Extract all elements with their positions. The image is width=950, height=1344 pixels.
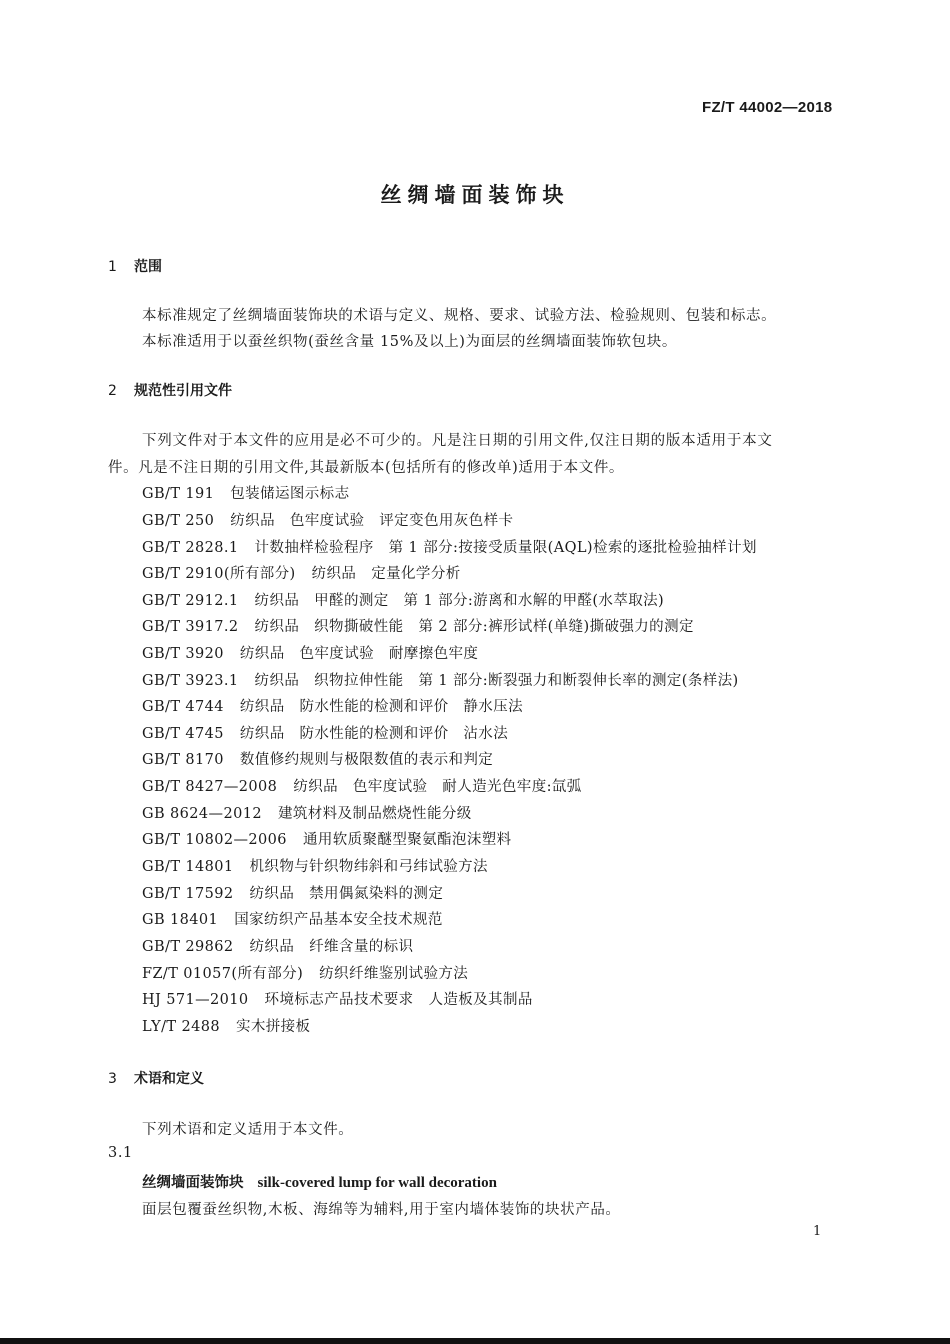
reference-item	[142, 802, 472, 823]
reference-title: 实木拼接板	[235, 1019, 311, 1035]
section-3-heading	[108, 1068, 204, 1088]
reference-title: 纺织品 织物拉伸性能 第 1 部分:断裂强力和断裂伸长率的测定(条样法)	[254, 673, 739, 689]
reference-item	[142, 1015, 310, 1036]
reference-code: GB/T 14801	[142, 859, 234, 875]
reference-code: GB/T 191	[142, 486, 215, 502]
reference-code: GB/T 2912.1	[142, 593, 239, 609]
reference-code: GB/T 3917.2	[142, 619, 239, 635]
reference-code: GB/T 10802—2006	[142, 832, 287, 848]
reference-item	[142, 722, 508, 743]
section-3-title: 术语和定义	[134, 1071, 204, 1087]
standard-code: FZ/T 44002—2018	[702, 99, 833, 116]
reference-item	[142, 482, 349, 503]
reference-code: GB/T 17592	[142, 886, 234, 902]
reference-title: 纺织品 定量化学分析	[311, 566, 461, 582]
term-definition: 面层包覆蚕丝织物,木板、海绵等为辅料,用于室内墙体装饰的块状产品。	[142, 1202, 621, 1218]
reference-title: 建筑材料及制品燃烧性能分级	[277, 806, 472, 822]
section-1-number: 1	[108, 259, 117, 275]
reference-code: FZ/T 01057(所有部分)	[142, 966, 304, 982]
reference-item	[142, 882, 443, 903]
section-3-number: 3	[108, 1071, 117, 1087]
reference-title: 纺织品 色牢度试验 耐摩擦色牢度	[239, 646, 479, 662]
reference-title: 纺织品 防水性能的检测和评价 静水压法	[239, 699, 524, 715]
section-1-para-2: 本标准适用于以蚕丝织物(蚕丝含量 15%及以上)为面层的丝绸墙面装饰软包块。	[142, 334, 677, 350]
reference-item	[142, 828, 512, 849]
reference-item	[142, 695, 523, 716]
reference-code: GB/T 2828.1	[142, 540, 239, 556]
reference-title: 国家纺织产品基本安全技术规范	[234, 912, 443, 928]
section-2-intro-line-1: 下列文件对于本文件的应用是必不可少的。凡是注日期的引用文件,仅注日期的版本适用于本文	[142, 433, 773, 449]
reference-title: 纺织纤维鉴别试验方法	[319, 966, 469, 982]
reference-code: GB/T 8427—2008	[142, 779, 278, 795]
reference-code: GB/T 250	[142, 513, 215, 529]
reference-item	[142, 562, 461, 583]
reference-title: 纺织品 色牢度试验 评定变色用灰色样卡	[230, 513, 514, 529]
reference-title: 纺织品 甲醛的测定 第 1 部分:游离和水解的甲醛(水萃取法)	[254, 593, 665, 609]
reference-code: GB/T 2910(所有部分)	[142, 566, 296, 582]
reference-title: 通用软质聚醚型聚氨酯泡沫塑料	[302, 832, 512, 848]
reference-item	[142, 642, 478, 663]
reference-item	[142, 536, 757, 557]
term-number: 3.1	[108, 1145, 133, 1161]
reference-title: 环境标志产品技术要求 人造板及其制品	[264, 992, 533, 1008]
reference-item	[142, 855, 488, 876]
reference-title: 纺织品 纤维含量的标识	[249, 939, 414, 955]
section-1-heading	[108, 256, 162, 276]
document-title: 丝绸墙面装饰块	[380, 183, 570, 207]
section-2-number: 2	[108, 383, 117, 399]
section-1-para-1: 本标准规定了丝绸墙面装饰块的术语与定义、规格、要求、试验方法、检验规则、包装和标志。	[142, 308, 777, 324]
reference-code: GB/T 3923.1	[142, 673, 239, 689]
reference-title: 纺织品 色牢度试验 耐人造光色牢度:氙弧	[293, 779, 582, 795]
reference-code: GB 8624—2012	[142, 806, 262, 822]
reference-item	[142, 935, 413, 956]
bottom-border	[0, 1338, 950, 1344]
term-entry	[142, 1171, 497, 1192]
reference-title: 纺织品 禁用偶氮染料的测定	[249, 886, 444, 902]
reference-code: GB/T 3920	[142, 646, 224, 662]
reference-code: LY/T 2488	[142, 1019, 220, 1035]
section-2-heading	[108, 380, 232, 400]
reference-code: GB/T 4744	[142, 699, 224, 715]
reference-code: GB/T 4745	[142, 726, 224, 742]
reference-title: 纺织品 防水性能的检测和评价 沾水法	[239, 726, 509, 742]
section-1-title: 范围	[134, 259, 162, 275]
reference-title: 包装储运图示标志	[230, 486, 350, 502]
reference-item	[142, 509, 513, 530]
reference-title: 计数抽样检验程序 第 1 部分:按接受质量限(AQL)检索的逐批检验抽样计划	[254, 540, 757, 556]
reference-title: 纺织品 织物撕破性能 第 2 部分:裤形试样(单缝)撕破强力的测定	[254, 619, 694, 635]
reference-code: GB 18401	[142, 912, 219, 928]
section-2-title: 规范性引用文件	[134, 383, 232, 399]
reference-item	[142, 908, 443, 929]
reference-code: GB/T 29862	[142, 939, 234, 955]
section-2-intro-line-2: 件。凡是不注日期的引用文件,其最新版本(包括所有的修改单)适用于本文件。	[108, 460, 625, 476]
term-chinese: 丝绸墙面装饰块	[142, 1175, 244, 1191]
reference-title: 数值修约规则与极限数值的表示和判定	[239, 752, 494, 768]
reference-title: 机织物与针织物纬斜和弓纬试验方法	[249, 859, 488, 875]
reference-item	[142, 748, 493, 769]
reference-item	[142, 669, 739, 690]
term-english: silk-covered lump for wall decoration	[257, 1175, 497, 1191]
reference-item	[142, 615, 694, 636]
reference-code: HJ 571—2010	[142, 992, 249, 1008]
page-number: 1	[813, 1224, 822, 1239]
reference-item	[142, 775, 582, 796]
reference-code: GB/T 8170	[142, 752, 224, 768]
reference-item	[142, 962, 468, 983]
reference-item	[142, 988, 533, 1009]
section-3-intro: 下列术语和定义适用于本文件。	[142, 1122, 354, 1138]
reference-item	[142, 589, 664, 610]
